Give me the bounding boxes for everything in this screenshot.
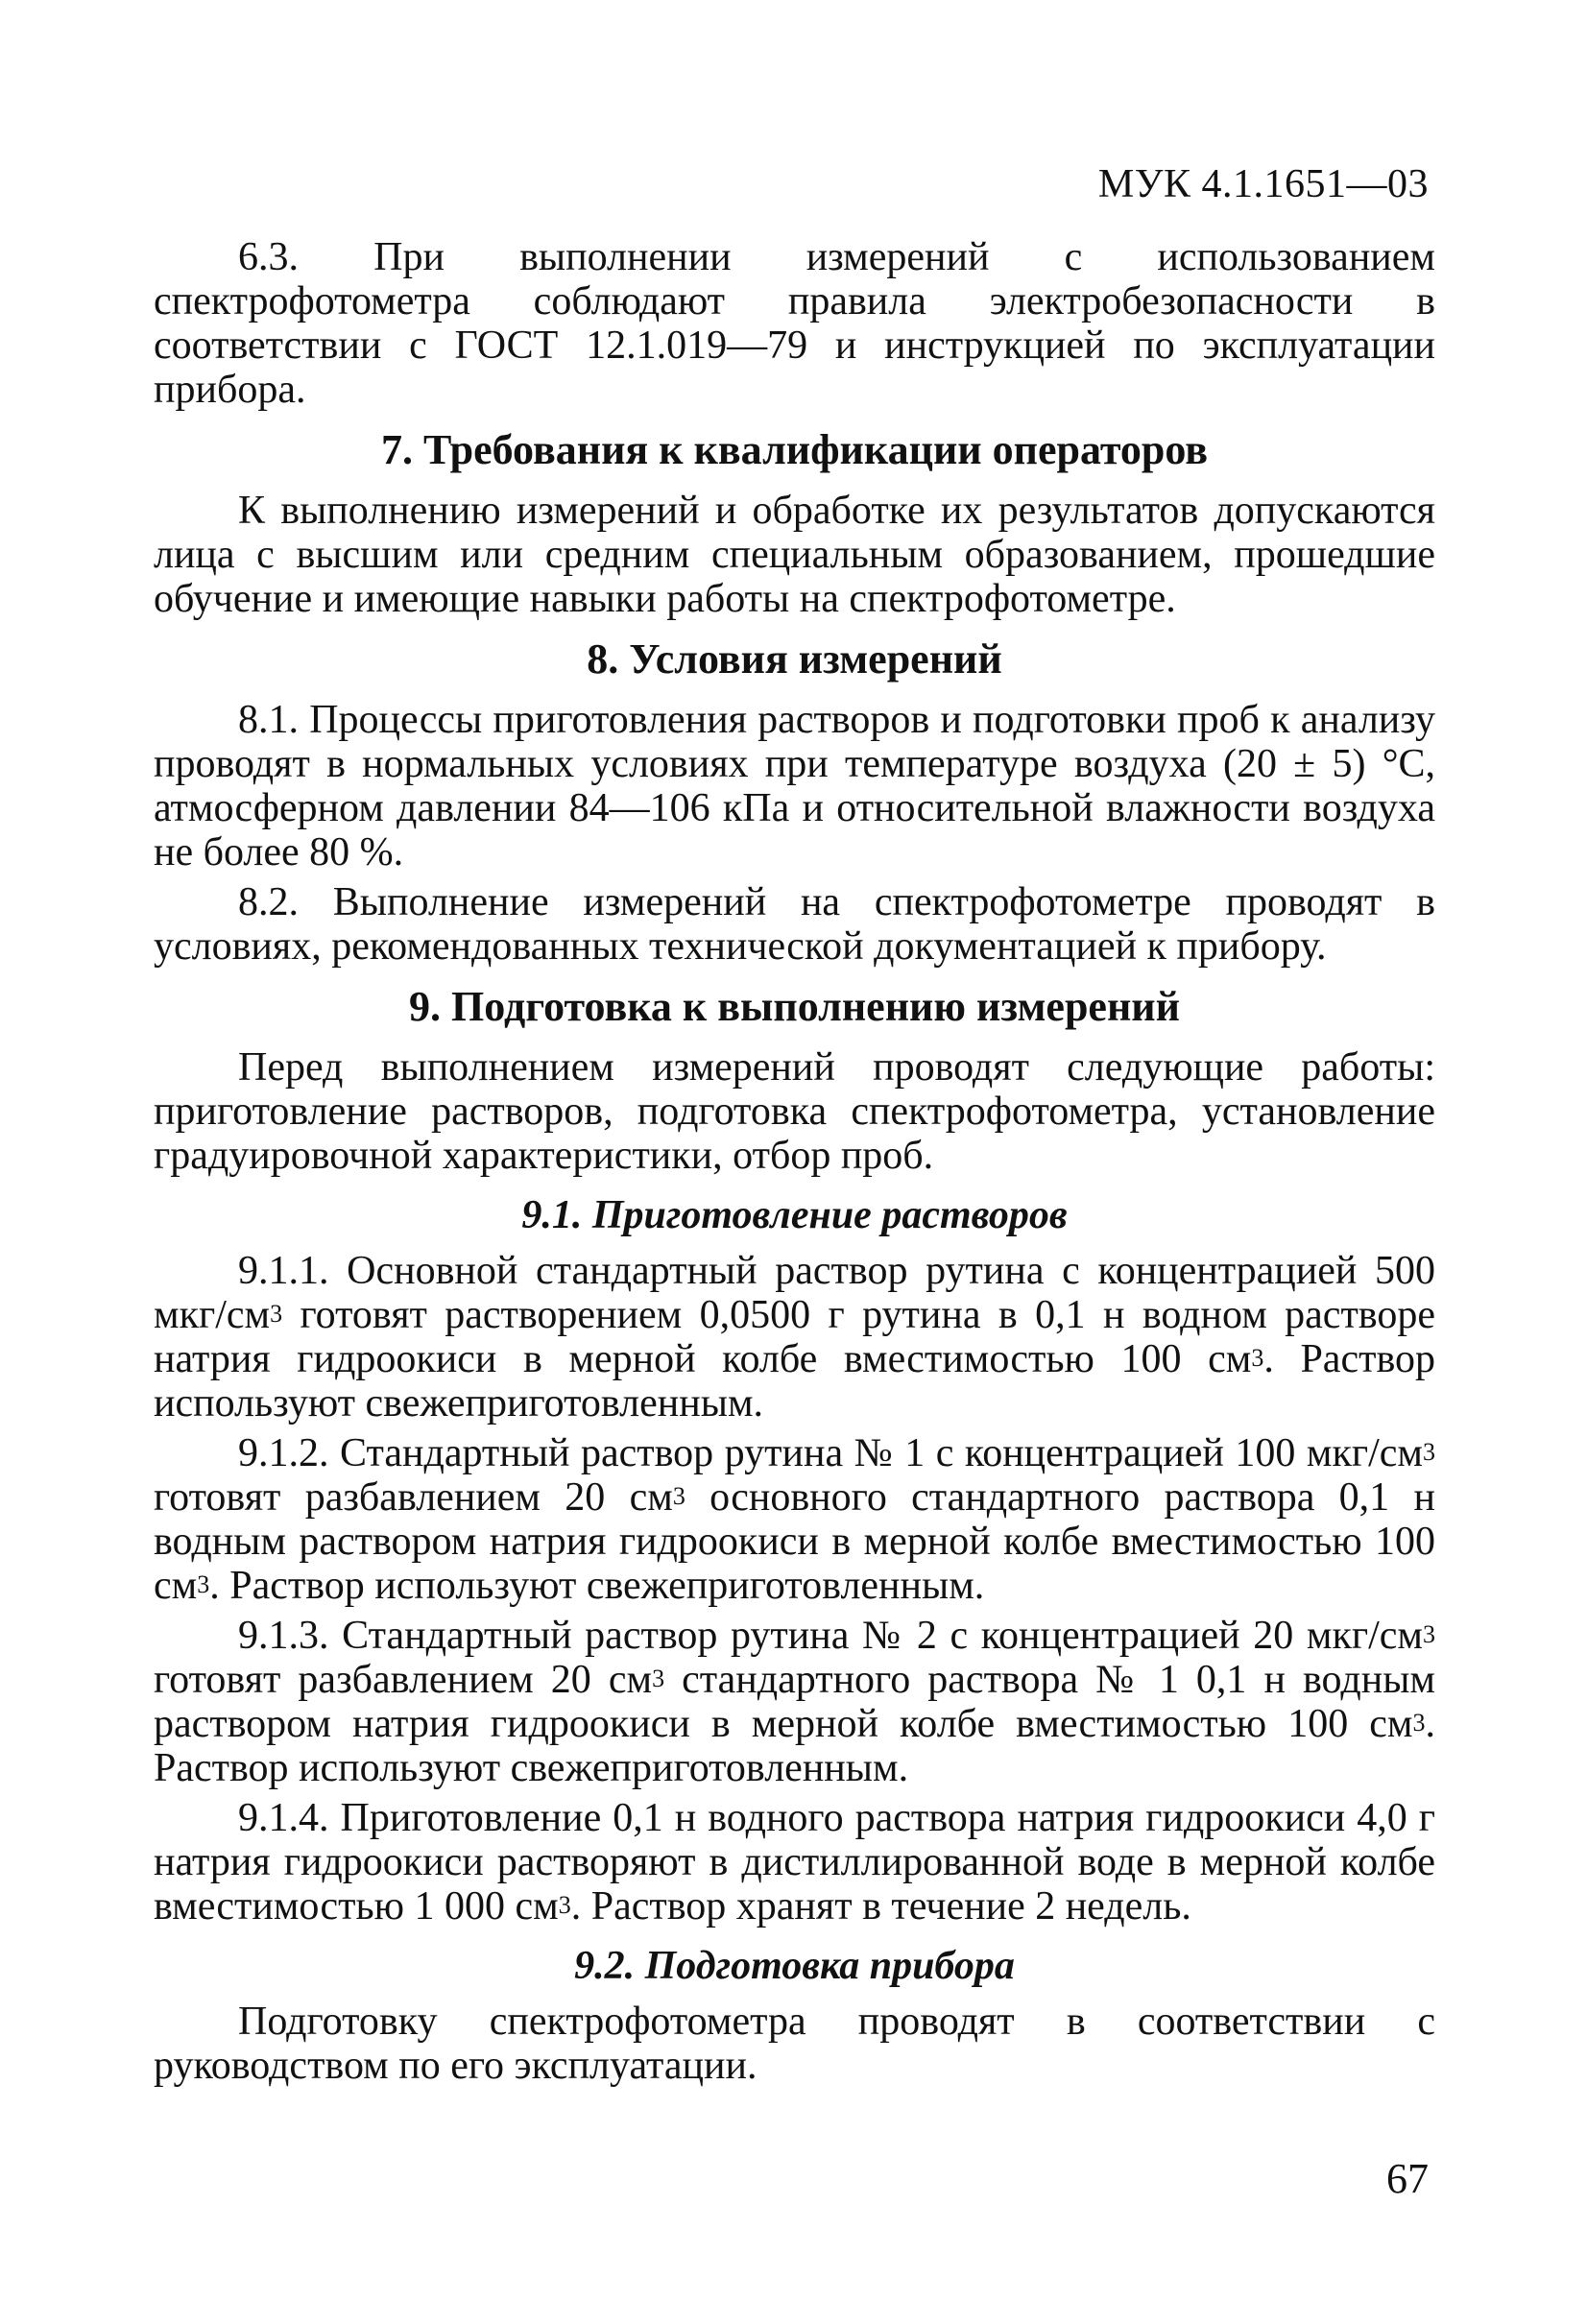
paragraph-9-1-2-text-d: . Раствор используют свежеприготовленным. [209, 1564, 985, 1608]
superscript: 3 [652, 1665, 665, 1692]
paragraph-9: Перед выполнением измерений проводят следующие работы: приготовление растворов, подготовка спектрофотометра, установление градуировочной характеристики, отбор проб. [154, 1045, 1435, 1178]
page-body [154, 235, 1435, 2094]
paragraph-9-1-4-text-a: 9.1.4. Приготовление 0,1 н водного раствора натрия гидроокиси 4,0 г натрия гидроокиси растворяют в дистиллированной воде в мерной колбе вместимостью 1 000 см [154, 1796, 1435, 1929]
paragraph-8-2: 8.2. Выполнение измерений на спектрофотометре проводят в условиях, рекомендованных технической документацией к прибору. [154, 880, 1435, 969]
paragraph-9-1-1-text-a: 9.1.1. Основной стандартный раствор рутина с концентрацией 500 мкг/см [154, 1249, 1435, 1337]
section-heading-8: 8. Условия измерений [587, 635, 1002, 683]
paragraph-9-1-3 [154, 1614, 1435, 1790]
section-heading-7: 7. Требования к квалификации операторов [380, 426, 1209, 473]
paragraph-7: К выполнению измерений и обработке их результатов допускаются лица с высшим или средним специальным образованием, прошедшие обучение и имеющие навыки работы на спектрофотометре. [154, 489, 1435, 621]
paragraph-9-1-2-text-a: 9.1.2. Стандартный раствор рутина № 1 с концентрацией 100 мкг/см [238, 1431, 1423, 1475]
paragraph-9-1-1 [154, 1249, 1435, 1426]
paragraph-9-1-3-text-b: готовят разбавлением 20 см [154, 1658, 653, 1702]
superscript: 3 [1251, 1344, 1264, 1372]
paragraph-8-1: 8.1. Процессы приготовления растворов и подготовки проб к анализу проводят в нормальных условиях при температуре воздуха (20 ± 5) °С, атмосферном давлении 84—106 кПа и относительной влажности воздуха не более 80 %. [154, 698, 1435, 874]
paragraph-9-1-3-text-a: 9.1.3. Стандартный раствор рутина № 2 с концентрацией 20 мкг/см [238, 1614, 1423, 1658]
superscript: 3 [558, 1891, 571, 1919]
subsection-heading-9-2: 9.2. Подготовка прибора [574, 1944, 1015, 1988]
paragraph-9-1-1-text-b: готовят растворением 0,0500 г рутина в 0,1 н водном растворе натрия гидроокиси в мерной колбе вместимостью 100 см [154, 1293, 1435, 1381]
paragraph-9-1-4-text-b: . Раствор хранят в течение 2 недель. [570, 1884, 1191, 1929]
paragraph-9-1-2-text-b: готовят разбавлением 20 см [154, 1475, 673, 1520]
superscript: 3 [197, 1570, 210, 1598]
paragraph-9-1-3-text-d: . Раствор используют свежеприготовленным. [154, 1702, 1435, 1790]
paragraph-9-1-1-text-c: . Раствор используют свежеприготовленным. [154, 1337, 1435, 1426]
superscript: 3 [1423, 1438, 1435, 1466]
page-number: 67 [1386, 2155, 1429, 2202]
subsection-heading-9-1: 9.1. Приготовление растворов [521, 1193, 1068, 1237]
paragraph-9-1-4 [154, 1796, 1435, 1929]
superscript: 3 [1423, 1620, 1435, 1648]
paragraph-6-3: 6.3. При выполнении измерений с использованием спектрофотометра соблюдают правила электробезопасности в соответствии с ГОСТ 12.1.019—79 и инструкцией по эксплуатации прибора. [154, 235, 1435, 412]
paragraph-9-1-3-text-c: стандартного раствора № 1 0,1 н водным раствором натрия гидроокиси в мерной колбе вместимостью 100 см [154, 1658, 1435, 1746]
section-heading-9: 9. Подготовка к выполнению измерений [409, 983, 1180, 1030]
superscript: 3 [1412, 1709, 1426, 1737]
paragraph-9-2: Подготовку спектрофотометра проводят в соответствии с руководством по его эксплуатации. [154, 2000, 1435, 2088]
paragraph-9-1-2 [154, 1431, 1435, 1608]
superscript: 3 [672, 1482, 685, 1510]
document-code: МУК 4.1.1651—03 [1097, 162, 1429, 206]
paragraph-9-1-2-text-c: основного стандартного раствора 0,1 н водным раствором натрия гидроокиси в мерной колбе вместимостью 100 см [154, 1475, 1435, 1608]
superscript: 3 [270, 1300, 283, 1328]
